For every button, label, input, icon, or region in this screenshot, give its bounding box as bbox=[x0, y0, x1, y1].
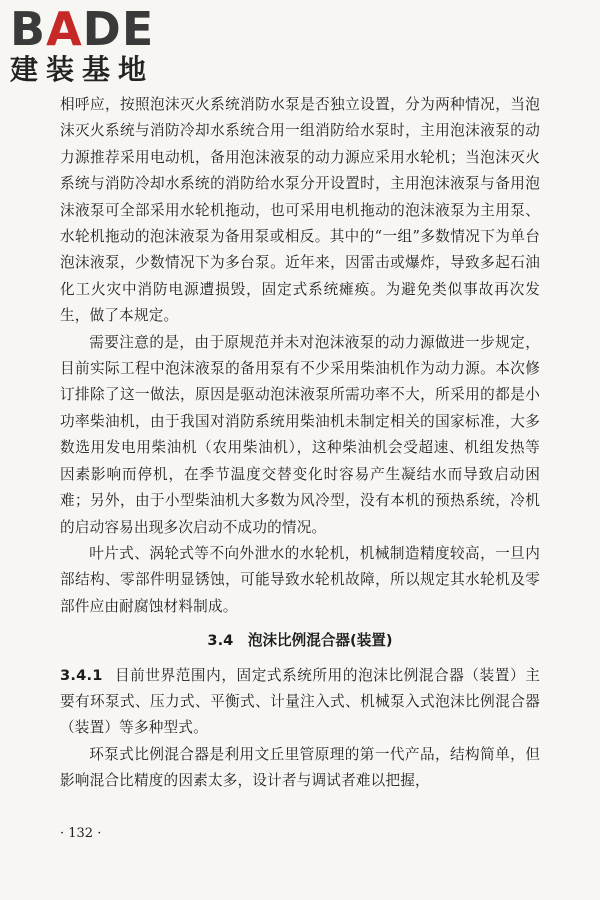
clause-3-4-1 bbox=[60, 663, 540, 742]
clause-number: 3.4.1 bbox=[60, 666, 103, 684]
paragraph-power-source-note: 需要注意的是，由于原规范并未对泡沫液泵的动力源做进一步规定，目前实际工程中泡沫液泵的备用泵有不少采用柴油机作为动力源。本次修订排除了这一做法，原因是驱动泡沫液泵所需功率不大，所采用的都是小功率柴油机，由于我国对消防系统用柴油机未制定相关的国家标准，大多数选用发电用柴油机（农用柴油机），这种柴油机会受超速、机组发热等因素影响而停机，在季节温度交替变化时容易产生凝结水而导致启动困难；另外，由于小型柴油机大多数为风冷型，没有本机的预热系统，冷机的启动容易出现多次启动不成功的情况。 bbox=[60, 333, 540, 536]
paragraph-ring-pump-mixer: 环泵式比例混合器是利用文丘里管原理的第一代产品，结构简单，但影响混合比精度的因素太多，设计者与调试者难以把握， bbox=[60, 745, 540, 790]
logo-letters-de: DE bbox=[82, 2, 155, 56]
logo-letter-a: A bbox=[46, 2, 83, 56]
logo-letter-b: B bbox=[10, 2, 47, 56]
logo-wordmark bbox=[10, 2, 180, 56]
logo-subtitle: 建装基地 bbox=[10, 53, 155, 86]
section-heading: 3.4 泡沫比例混合器(装置) bbox=[207, 632, 393, 650]
page-number: · 132 · bbox=[60, 826, 102, 841]
page-body bbox=[60, 92, 540, 795]
paragraph-turbine-material: 叶片式、涡轮式等不向外泄水的水轮机，机械制造精度较高，一旦内部结构、零部件明显锈蚀，可能导致水轮机故障，所以规定其水轮机及零部件应由耐腐蚀材料制成。 bbox=[60, 544, 540, 615]
paragraph-continuation: 相呼应，按照泡沫灭火系统消防水泵是否独立设置，分为两种情况，当泡沫灭火系统与消防冷却水系统合用一组消防给水泵时，主用泡沫液泵的动力源推荐采用电动机，备用泡沫液泵的动力源应采用水轮机；当泡沫灭火系统与消防冷却水系统的消防给水泵分开设置时，主用泡沫液泵与备用泡沫液泵可全部采用水轮机拖动，也可采用电机拖动的泡沫液泵为主用泵、水轮机拖动的泡沫液泵为备用泵或相反。其中的“一组”多数情况下为单台泡沫液泵，少数情况下为多台泵。近年来，因雷击或爆炸，导致多起石油化工火灾中消防电源遭损毁，固定式系统瘫痪。为避免类似事故再次发生，做了本规定。 bbox=[60, 96, 540, 325]
bade-logo bbox=[10, 2, 180, 86]
clause-text: 目前世界范围内，固定式系统所用的泡沫比例混合器（装置）主要有环泵式、压力式、平衡式、计量注入式、机械泵入式泡沫比例混合器（装置）等多种型式。 bbox=[60, 666, 540, 737]
